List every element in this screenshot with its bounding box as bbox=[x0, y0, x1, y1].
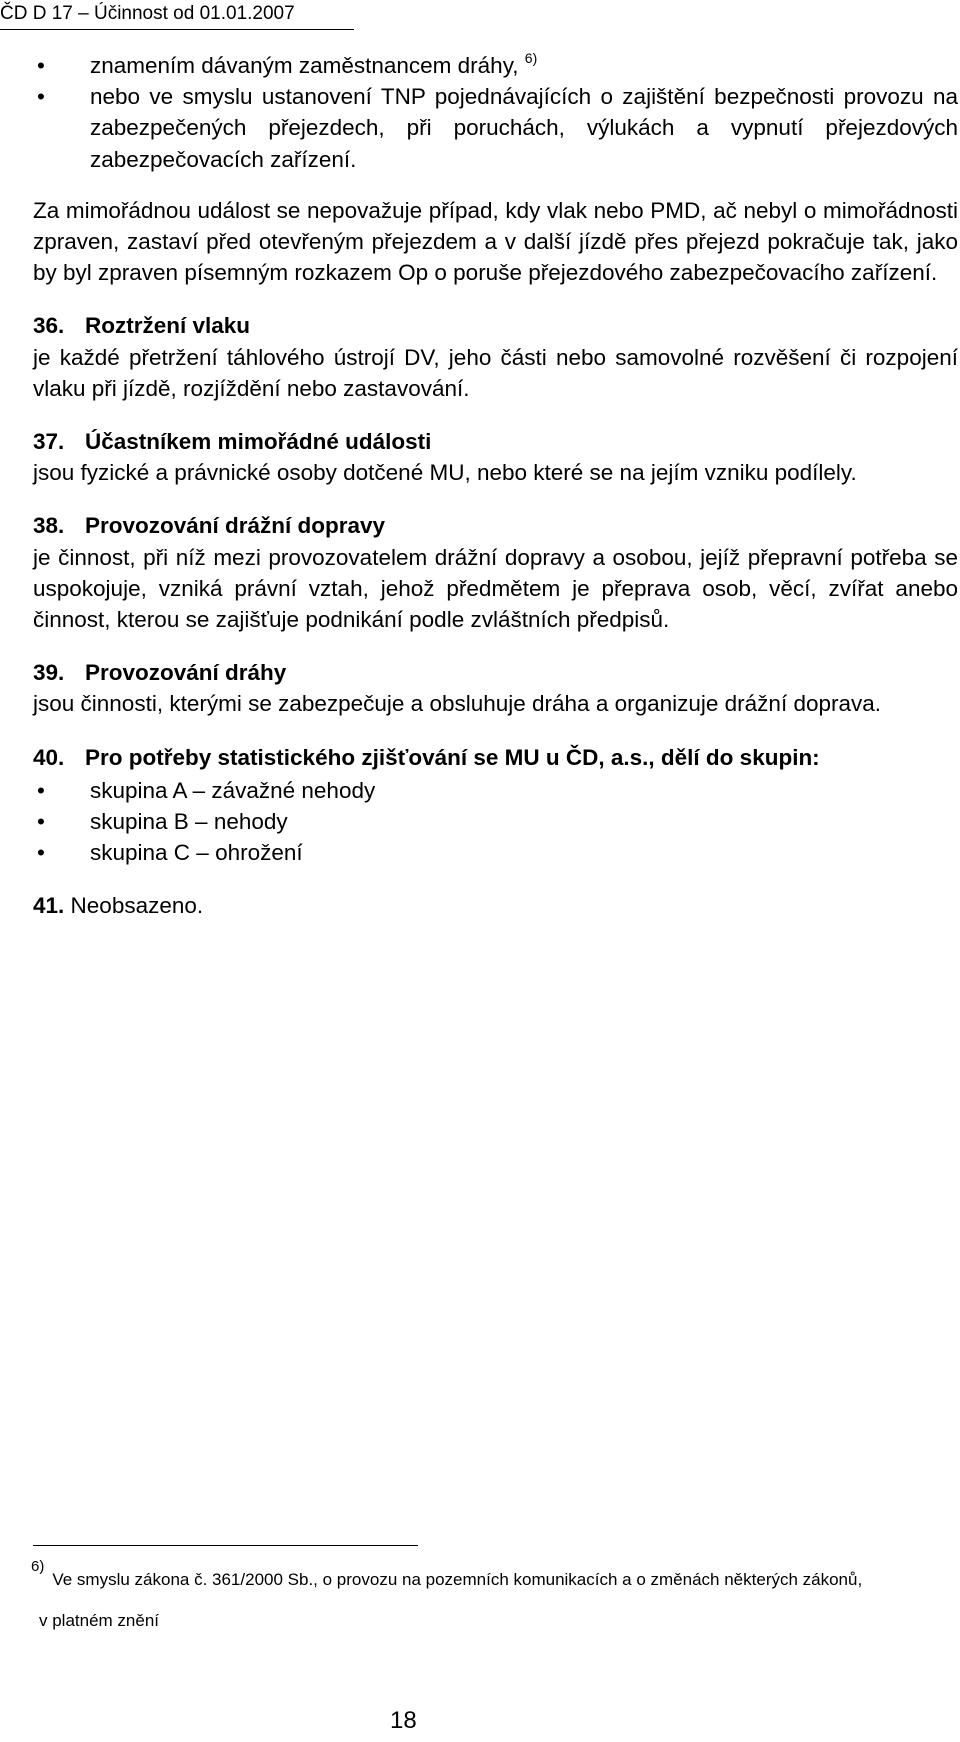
footnote-mark: 6) bbox=[31, 1558, 45, 1575]
section-heading bbox=[33, 742, 958, 773]
section-38 bbox=[33, 510, 958, 635]
section-title: Provozování dráhy bbox=[85, 660, 287, 686]
document-header bbox=[0, 2, 354, 30]
section-title: Provozování drážní dopravy bbox=[85, 513, 386, 539]
footnote-divider bbox=[33, 1545, 418, 1546]
footnote bbox=[31, 1560, 960, 1641]
section-36 bbox=[33, 310, 958, 404]
intro-bullet-list bbox=[33, 50, 958, 175]
section-title: Účastníkem mimořádné události bbox=[85, 429, 432, 455]
section-heading bbox=[33, 426, 958, 457]
page-content bbox=[33, 50, 958, 922]
header-title: ČD D 17 – Účinnost od 01.01.2007 bbox=[0, 3, 295, 24]
list-item: • skupina A – závažné nehody bbox=[33, 775, 958, 806]
section-title: Pro potřeby statistického zjišťování se MU u ČD, a.s., dělí do skupin: bbox=[85, 744, 820, 770]
section-heading bbox=[33, 510, 958, 541]
section-41 bbox=[33, 890, 958, 921]
section-number: 40. bbox=[33, 744, 65, 770]
section-number: 37. bbox=[33, 429, 65, 455]
bullet-text: nebo ve smyslu ustanovení TNP pojednávajících o zajištění bezpečnosti provozu na zabezpečených přejezdech, při poruchách, výlukách a vypnutí přejezdových zabezpečovacích zařízení. bbox=[90, 84, 958, 172]
list-item bbox=[33, 81, 958, 175]
page-number: 18 bbox=[390, 1707, 417, 1734]
section-number: 41. bbox=[33, 893, 65, 919]
section-40 bbox=[33, 742, 958, 869]
section-title: Roztržení vlaku bbox=[85, 313, 251, 339]
list-item: • skupina C – ohrožení bbox=[33, 837, 958, 868]
section-39 bbox=[33, 657, 958, 719]
section-heading bbox=[33, 310, 958, 341]
section-body: je činnost, při níž mezi provozovatelem drážní dopravy a osobou, jejíž přepravní potřeba se uspokojuje, vzniká právní vztah, jehož předmětem je přeprava osob, věcí, zvířat anebo činnost, kterou se zajišťuje podnikání podle zvláštních předpisů. bbox=[33, 544, 958, 633]
list-item: • skupina B – nehody bbox=[33, 806, 958, 837]
intro-paragraph: Za mimořádnou událost se nepovažuje případ, kdy vlak nebo PMD, ač nebyl o mimořádnosti zpraven, zastaví před otevřeným přejezdem a v další jízdě přes přejezd pokračuje tak, jako by byl zpraven písemným rozkazem Op o poruše přejezdového zabezpečovacího zařízení. bbox=[33, 197, 958, 286]
footnote-line-1: Ve smyslu zákona č. 361/2000 Sb., o provozu na pozemních komunikacích a o změnách některých zákonů, bbox=[52, 1570, 863, 1589]
list-item bbox=[33, 50, 958, 81]
section-number: 36. bbox=[33, 313, 65, 339]
section-number: 38. bbox=[33, 513, 65, 539]
section-heading bbox=[33, 657, 958, 688]
footnote-reference: 6) bbox=[524, 50, 538, 66]
section-37 bbox=[33, 426, 958, 488]
group-list bbox=[33, 775, 958, 869]
bullet-text: znamením dávaným zaměstnancem dráhy, bbox=[90, 53, 519, 78]
section-number: 39. bbox=[33, 660, 65, 686]
footnote-line-2: v platném znění bbox=[39, 1611, 160, 1630]
section-text: Neobsazeno. bbox=[70, 893, 204, 919]
section-body: jsou činnosti, kterými se zabezpečuje a obsluhuje dráha a organizuje drážní doprava. bbox=[33, 691, 882, 717]
section-body: je každé přetržení táhlového ústrojí DV, jeho části nebo samovolné rozvěšení či rozpojení vlaku při jízdě, rozjíždění nebo zastavování. bbox=[33, 344, 958, 401]
section-body: jsou fyzické a právnické osoby dotčené MU, nebo které se na jejím vzniku podílely. bbox=[33, 460, 857, 486]
